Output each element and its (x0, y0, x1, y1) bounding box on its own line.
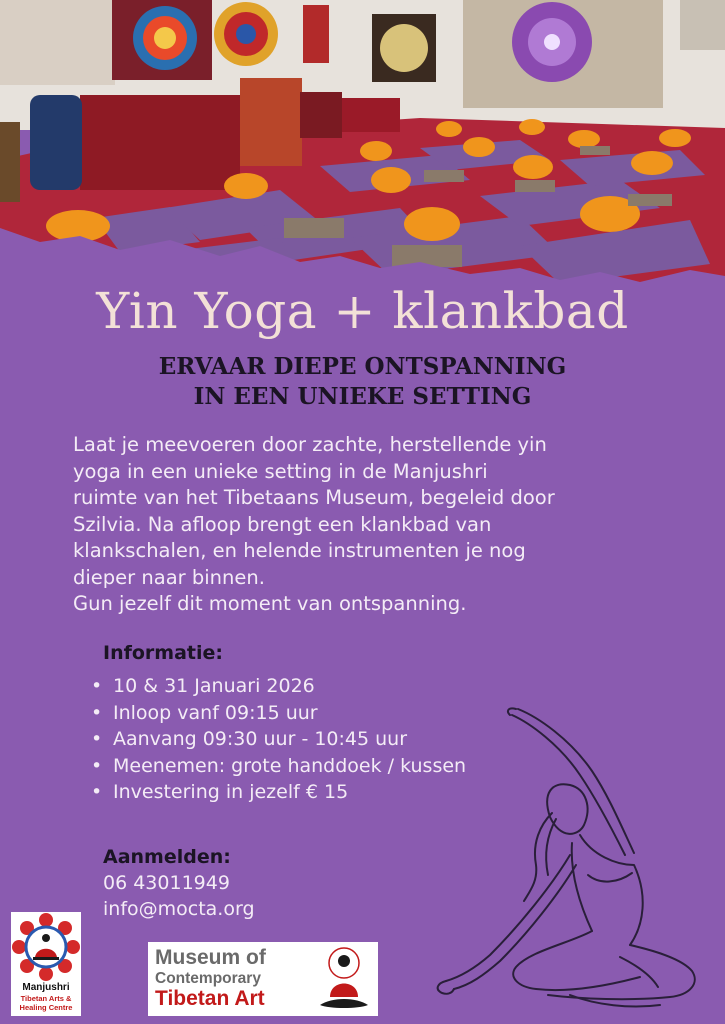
register-email[interactable]: info@mocta.org (103, 898, 255, 920)
museum-line-1: Museum of (155, 946, 266, 969)
description-line: ruimte van het Tibetaans Museum, begeleid door (73, 486, 555, 509)
info-item-bring: • Meenemen: grote handdoek / kussen (91, 753, 466, 780)
event-description (73, 432, 693, 618)
poster-subtitle (0, 352, 725, 412)
description-line: dieper naar binnen. (73, 565, 265, 589)
description-line: yoga in een unieke setting in de Manjushri (73, 459, 488, 483)
info-heading: Informatie: (103, 642, 223, 664)
seated-monk-icon (314, 945, 374, 1013)
info-item-walk-in: • Inloop vanf 09:15 uur (91, 700, 466, 727)
info-item-dates: • 10 & 31 Januari 2026 (91, 673, 466, 700)
yoga-pose-illustration (420, 705, 710, 1020)
manjushri-name: Manjushri (22, 982, 70, 993)
info-item-price: • Investering in jezelf € 15 (91, 779, 466, 806)
subtitle-line: IN EEN UNIEKE SETTING (193, 383, 532, 410)
info-item-start-time: • Aanvang 09:30 uur - 10:45 uur (91, 726, 466, 753)
info-list (91, 673, 466, 806)
manjushri-sub-line: Healing Centre (19, 1003, 73, 1012)
museum-line-3: Tibetan Art (155, 987, 265, 1010)
subtitle-line: ERVAAR DIEPE ONTSPANNING (158, 353, 567, 380)
poster-title: Yin Yoga + klankbad (96, 282, 629, 340)
yoga-room-photo (0, 0, 725, 300)
museum-line-2: Contemporary (155, 970, 261, 987)
manjushri-subtitle (11, 994, 81, 1012)
manjushri-logo (11, 912, 81, 1016)
description-line: klankschalen, en helende instrumenten je nog (73, 539, 526, 562)
register-phone[interactable]: 06 43011949 (103, 872, 230, 894)
description-line: Szilvia. Na afloop brengt een klankbad van (73, 512, 492, 536)
lotus-emblem-icon (11, 912, 81, 982)
description-line: Laat je meevoeren door zachte, herstellende yin (73, 433, 547, 456)
description-line: Gun jezelf dit moment van ontspanning. (73, 592, 467, 615)
manjushri-sub-line: Tibetan Arts & (20, 994, 72, 1003)
register-heading: Aanmelden: (103, 846, 231, 868)
museum-logo (148, 942, 378, 1016)
